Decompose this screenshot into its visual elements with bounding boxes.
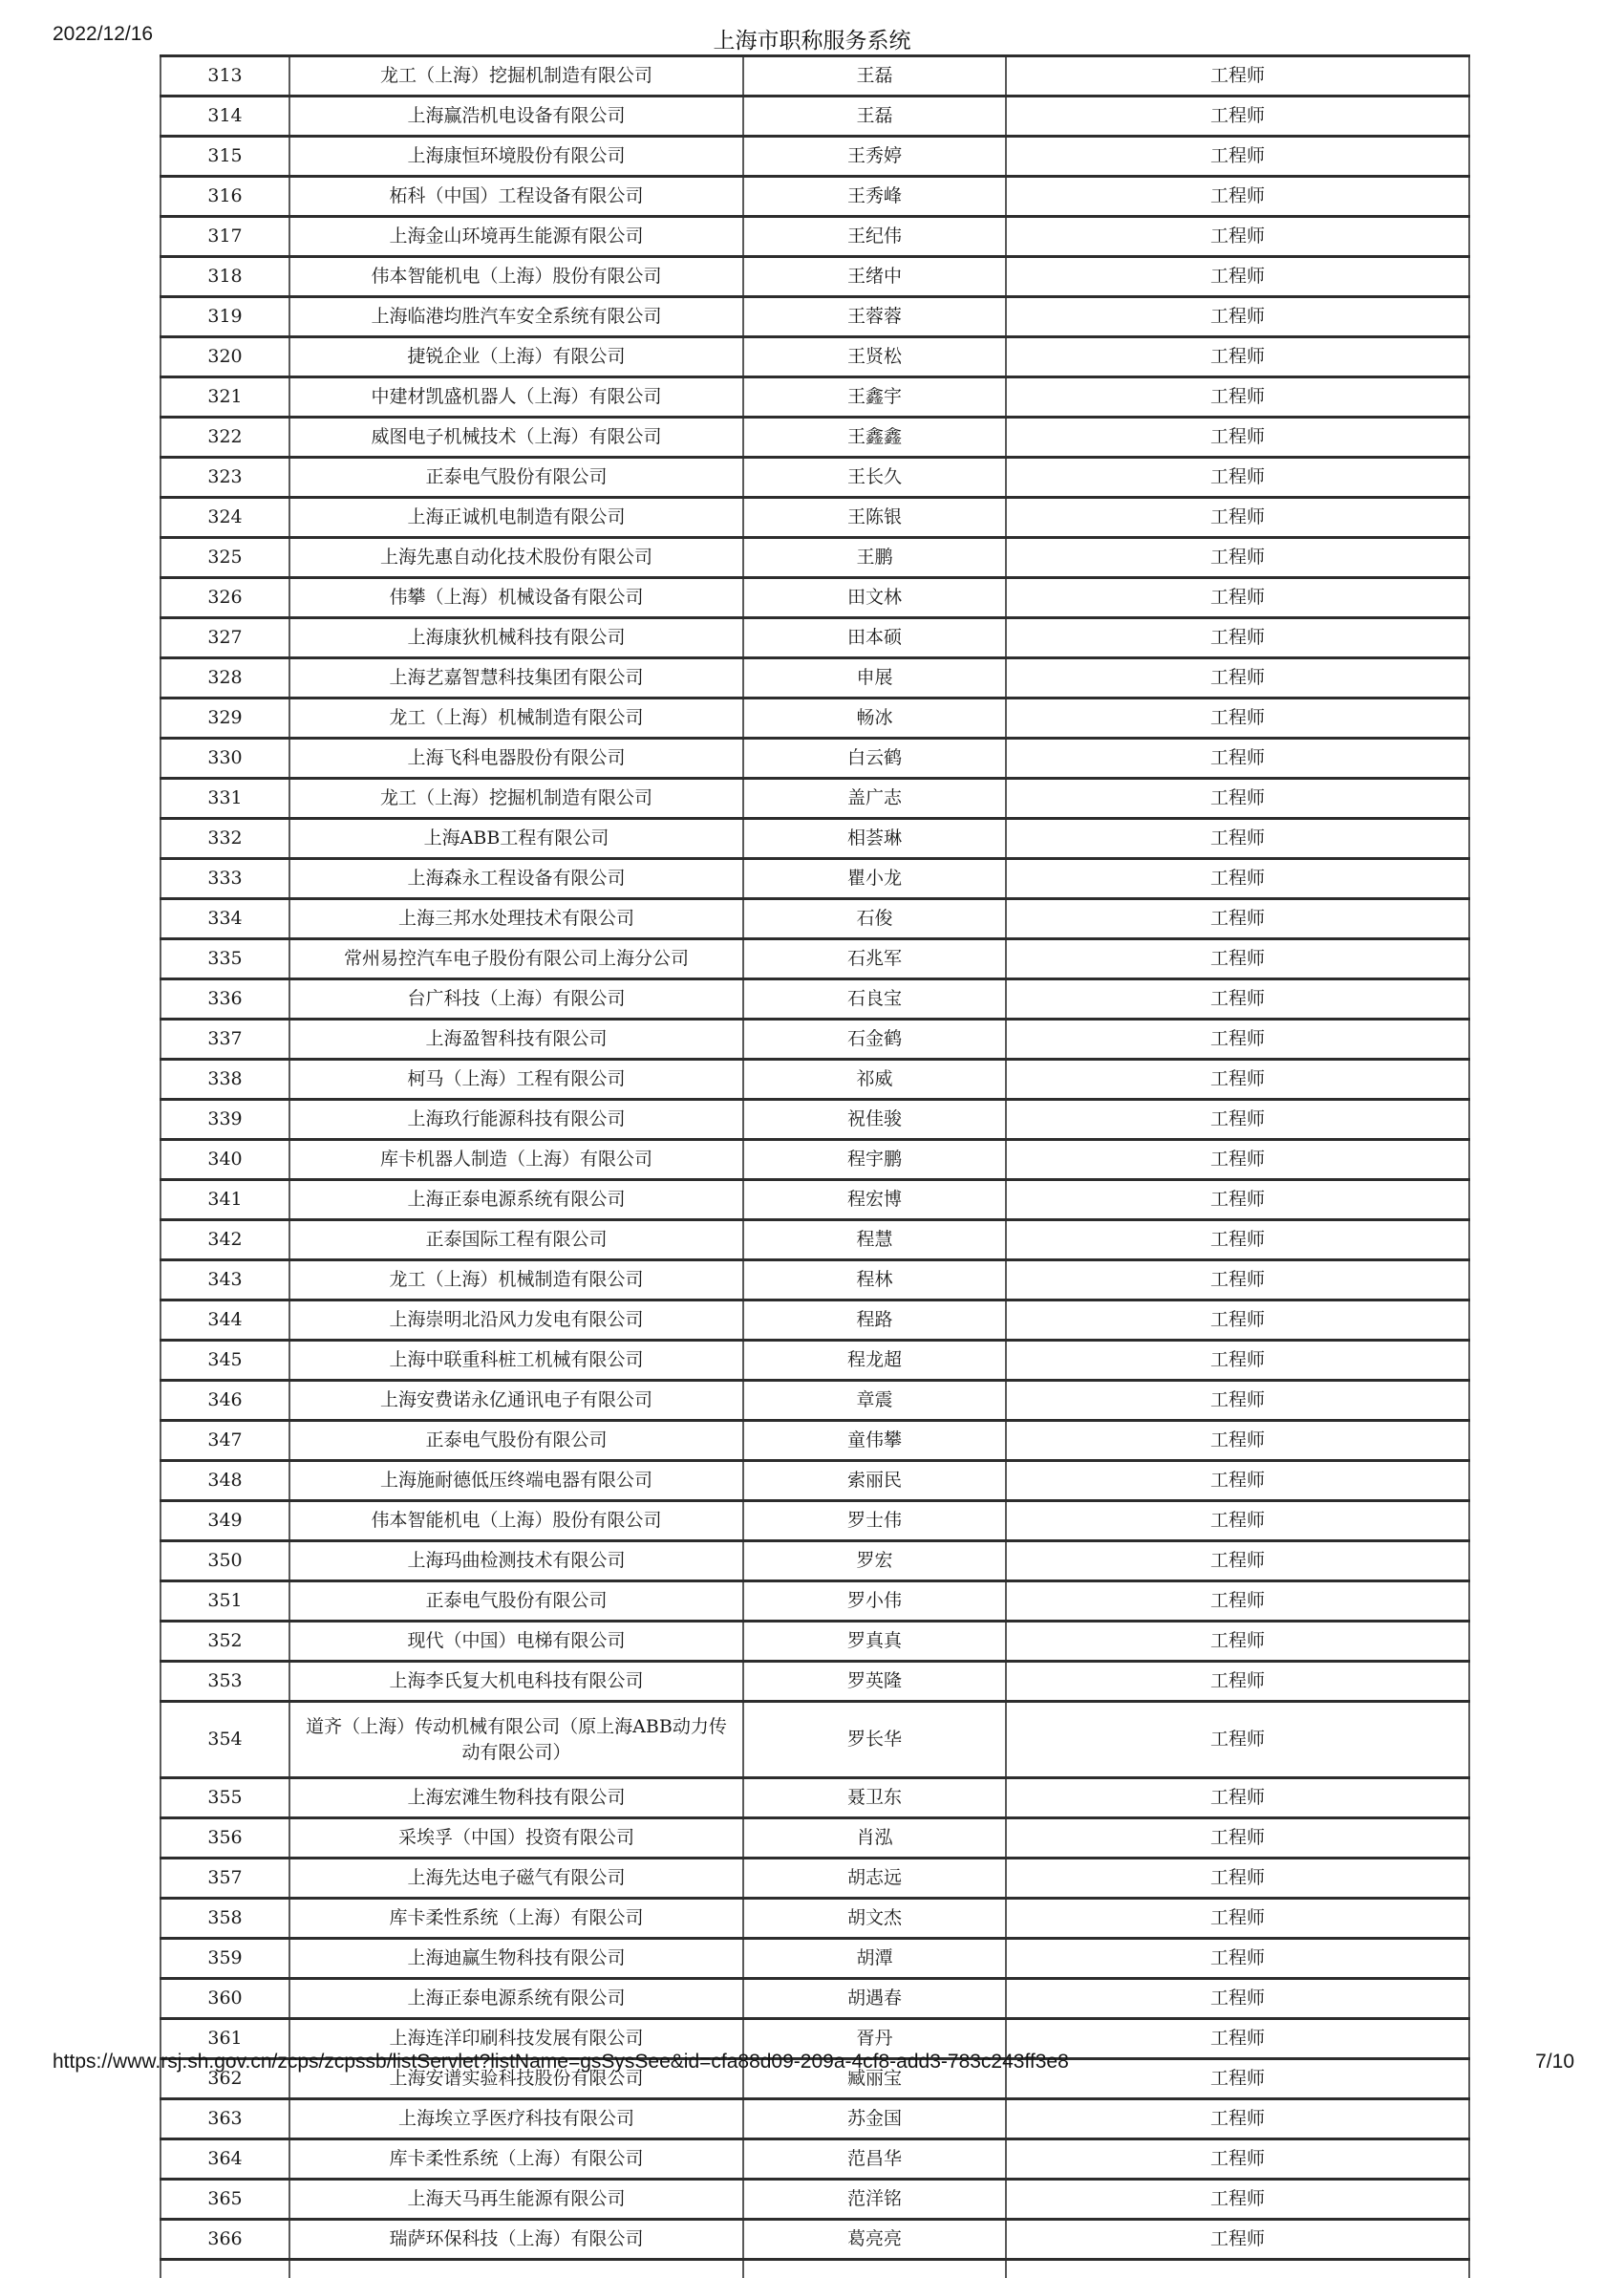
row-number-cell: 351 bbox=[160, 1581, 289, 1622]
table-row bbox=[160, 418, 1469, 458]
company-cell: 龙工（上海）挖掘机制造有限公司 bbox=[289, 779, 743, 819]
row-number-cell: 321 bbox=[160, 377, 289, 418]
table-row bbox=[160, 458, 1469, 498]
row-number-cell: 365 bbox=[160, 2180, 289, 2220]
person-name-cell: 田本硕 bbox=[743, 618, 1006, 658]
table-row bbox=[160, 1421, 1469, 1461]
row-number-cell: 332 bbox=[160, 819, 289, 859]
company-cell: 上海埃立孚医疗科技有限公司 bbox=[289, 2099, 743, 2139]
title-cell: 工程师 bbox=[1006, 1140, 1469, 1180]
title-cell: 工程师 bbox=[1006, 1381, 1469, 1421]
table-row bbox=[160, 56, 1469, 97]
row-number-cell: 329 bbox=[160, 698, 289, 739]
table-row bbox=[160, 1939, 1469, 1979]
row-number-cell: 343 bbox=[160, 1260, 289, 1300]
table-row bbox=[160, 297, 1469, 337]
person-name-cell: 瞿小龙 bbox=[743, 859, 1006, 899]
company-cell: 上海ABB工程有限公司 bbox=[289, 819, 743, 859]
title-cell: 工程师 bbox=[1006, 177, 1469, 217]
table-row bbox=[160, 1260, 1469, 1300]
row-number-cell-empty bbox=[160, 2260, 289, 2278]
row-number-cell: 336 bbox=[160, 979, 289, 1020]
person-name-cell: 相荟琳 bbox=[743, 819, 1006, 859]
title-cell: 工程师 bbox=[1006, 1421, 1469, 1461]
company-cell: 上海中联重科桩工机械有限公司 bbox=[289, 1341, 743, 1381]
person-name-cell: 苏金国 bbox=[743, 2099, 1006, 2139]
company-cell: 常州易控汽车电子股份有限公司上海分公司 bbox=[289, 939, 743, 979]
company-cell: 威图电子机械技术（上海）有限公司 bbox=[289, 418, 743, 458]
person-name-cell: 胡潭 bbox=[743, 1939, 1006, 1979]
row-number-cell: 364 bbox=[160, 2139, 289, 2180]
table-row bbox=[160, 1381, 1469, 1421]
title-cell: 工程师 bbox=[1006, 1581, 1469, 1622]
company-cell: 上海天马再生能源有限公司 bbox=[289, 2180, 743, 2220]
title-cell: 工程师 bbox=[1006, 939, 1469, 979]
title-cell: 工程师 bbox=[1006, 137, 1469, 177]
person-name-cell: 王秀婷 bbox=[743, 137, 1006, 177]
row-number-cell: 354 bbox=[160, 1702, 289, 1778]
row-number-cell: 356 bbox=[160, 1818, 289, 1859]
table-row bbox=[160, 698, 1469, 739]
title-cell: 工程师 bbox=[1006, 1979, 1469, 2019]
table-row bbox=[160, 1541, 1469, 1581]
company-cell: 上海正泰电源系统有限公司 bbox=[289, 1180, 743, 1220]
person-name-cell: 罗士伟 bbox=[743, 1501, 1006, 1541]
table-row bbox=[160, 1220, 1469, 1260]
person-name-cell: 罗小伟 bbox=[743, 1581, 1006, 1622]
table-row bbox=[160, 1180, 1469, 1220]
person-name-cell: 王长久 bbox=[743, 458, 1006, 498]
table-row bbox=[160, 819, 1469, 859]
title-cell: 工程师 bbox=[1006, 257, 1469, 297]
table-row bbox=[160, 939, 1469, 979]
title-cell: 工程师 bbox=[1006, 1778, 1469, 1818]
person-name-cell: 聂卫东 bbox=[743, 1778, 1006, 1818]
title-cell: 工程师 bbox=[1006, 217, 1469, 257]
company-cell: 上海迪赢生物科技有限公司 bbox=[289, 1939, 743, 1979]
person-name-cell: 胡文杰 bbox=[743, 1899, 1006, 1939]
roster-table bbox=[160, 54, 1470, 2278]
title-cell: 工程师 bbox=[1006, 2220, 1469, 2260]
table-row bbox=[160, 578, 1469, 618]
person-name-cell: 石兆军 bbox=[743, 939, 1006, 979]
table-row bbox=[160, 1341, 1469, 1381]
company-cell: 采埃孚（中国）投资有限公司 bbox=[289, 1818, 743, 1859]
title-cell: 工程师 bbox=[1006, 859, 1469, 899]
title-cell: 工程师 bbox=[1006, 377, 1469, 418]
person-name-cell: 童伟攀 bbox=[743, 1421, 1006, 1461]
person-name-cell: 胥丹 bbox=[743, 2019, 1006, 2059]
row-number-cell: 349 bbox=[160, 1501, 289, 1541]
title-cell: 工程师 bbox=[1006, 1060, 1469, 1100]
row-number-cell: 334 bbox=[160, 899, 289, 939]
title-cell: 工程师 bbox=[1006, 2059, 1469, 2099]
title-cell: 工程师 bbox=[1006, 1859, 1469, 1899]
title-cell: 工程师 bbox=[1006, 819, 1469, 859]
person-name-cell: 臧丽宝 bbox=[743, 2059, 1006, 2099]
title-cell: 工程师 bbox=[1006, 1622, 1469, 1662]
title-cell: 工程师 bbox=[1006, 56, 1469, 97]
company-cell: 上海康恒环境股份有限公司 bbox=[289, 137, 743, 177]
company-cell: 上海森永工程设备有限公司 bbox=[289, 859, 743, 899]
person-name-cell: 盖广志 bbox=[743, 779, 1006, 819]
company-cell: 伟本智能机电（上海）股份有限公司 bbox=[289, 1501, 743, 1541]
company-cell: 中建材凯盛机器人（上海）有限公司 bbox=[289, 377, 743, 418]
roster-table-body bbox=[160, 56, 1469, 2278]
row-number-cell: 333 bbox=[160, 859, 289, 899]
row-number-cell: 335 bbox=[160, 939, 289, 979]
title-cell: 工程师 bbox=[1006, 337, 1469, 377]
row-number-cell: 360 bbox=[160, 1979, 289, 2019]
table-row bbox=[160, 1859, 1469, 1899]
partial-clipped-row bbox=[160, 2260, 1469, 2278]
company-cell: 上海赢浩机电设备有限公司 bbox=[289, 97, 743, 137]
company-cell: 上海李氏复大机电科技有限公司 bbox=[289, 1662, 743, 1702]
company-cell: 正泰国际工程有限公司 bbox=[289, 1220, 743, 1260]
title-cell: 工程师 bbox=[1006, 698, 1469, 739]
table-row bbox=[160, 137, 1469, 177]
person-name-cell: 胡志远 bbox=[743, 1859, 1006, 1899]
person-name-cell: 王秀峰 bbox=[743, 177, 1006, 217]
company-cell: 上海先惠自动化技术股份有限公司 bbox=[289, 538, 743, 578]
table-row bbox=[160, 1100, 1469, 1140]
person-name-cell: 章震 bbox=[743, 1381, 1006, 1421]
title-cell: 工程师 bbox=[1006, 1818, 1469, 1859]
table-row bbox=[160, 1979, 1469, 2019]
header-date: 2022/12/16 bbox=[53, 23, 153, 46]
row-number-cell: 330 bbox=[160, 739, 289, 779]
table-row bbox=[160, 1662, 1469, 1702]
table-row bbox=[160, 2099, 1469, 2139]
company-cell: 上海盈智科技有限公司 bbox=[289, 1020, 743, 1060]
title-cell: 工程师 bbox=[1006, 538, 1469, 578]
title-cell: 工程师 bbox=[1006, 2180, 1469, 2220]
title-cell: 工程师 bbox=[1006, 1702, 1469, 1778]
title-cell: 工程师 bbox=[1006, 979, 1469, 1020]
row-number-cell: 324 bbox=[160, 498, 289, 538]
row-number-cell: 348 bbox=[160, 1461, 289, 1501]
company-cell: 龙工（上海）挖掘机制造有限公司 bbox=[289, 56, 743, 97]
roster-table-wrap bbox=[160, 54, 1470, 2278]
row-number-cell: 345 bbox=[160, 1341, 289, 1381]
person-name-cell: 祝佳骏 bbox=[743, 1100, 1006, 1140]
row-number-cell: 355 bbox=[160, 1778, 289, 1818]
person-name-cell: 石金鹤 bbox=[743, 1020, 1006, 1060]
row-number-cell: 357 bbox=[160, 1859, 289, 1899]
table-row bbox=[160, 177, 1469, 217]
title-cell: 工程师 bbox=[1006, 1341, 1469, 1381]
table-row bbox=[160, 1899, 1469, 1939]
row-number-cell: 322 bbox=[160, 418, 289, 458]
title-cell: 工程师 bbox=[1006, 1939, 1469, 1979]
table-row bbox=[160, 2180, 1469, 2220]
person-name-cell: 范洋铭 bbox=[743, 2180, 1006, 2220]
row-number-cell: 339 bbox=[160, 1100, 289, 1140]
title-cell: 工程师 bbox=[1006, 297, 1469, 337]
row-number-cell: 337 bbox=[160, 1020, 289, 1060]
table-row bbox=[160, 2139, 1469, 2180]
table-row bbox=[160, 979, 1469, 1020]
row-number-cell: 361 bbox=[160, 2019, 289, 2059]
row-number-cell: 342 bbox=[160, 1220, 289, 1260]
row-number-cell: 328 bbox=[160, 658, 289, 698]
company-cell: 上海三邦水处理技术有限公司 bbox=[289, 899, 743, 939]
title-cell: 工程师 bbox=[1006, 498, 1469, 538]
company-cell: 伟本智能机电（上海）股份有限公司 bbox=[289, 257, 743, 297]
title-cell: 工程师 bbox=[1006, 618, 1469, 658]
company-cell: 上海安费诺永亿通讯电子有限公司 bbox=[289, 1381, 743, 1421]
row-number-cell: 320 bbox=[160, 337, 289, 377]
row-number-cell: 362 bbox=[160, 2059, 289, 2099]
title-cell: 工程师 bbox=[1006, 97, 1469, 137]
person-name-cell: 葛亮亮 bbox=[743, 2220, 1006, 2260]
company-cell: 正泰电气股份有限公司 bbox=[289, 1581, 743, 1622]
table-row bbox=[160, 1702, 1469, 1778]
page-title: 上海市职称服务系统 bbox=[0, 23, 1624, 54]
footer-page-indicator: 7/10 bbox=[1535, 2051, 1574, 2074]
company-cell: 上海飞科电器股份有限公司 bbox=[289, 739, 743, 779]
person-name-cell: 王磊 bbox=[743, 56, 1006, 97]
title-cell: 工程师 bbox=[1006, 458, 1469, 498]
title-cell: 工程师 bbox=[1006, 779, 1469, 819]
company-cell: 上海玖行能源科技有限公司 bbox=[289, 1100, 743, 1140]
table-row bbox=[160, 257, 1469, 297]
person-name-cell: 程路 bbox=[743, 1300, 1006, 1341]
title-cell: 工程师 bbox=[1006, 1541, 1469, 1581]
table-row bbox=[160, 859, 1469, 899]
table-row bbox=[160, 337, 1469, 377]
company-cell: 上海崇明北沿风力发电有限公司 bbox=[289, 1300, 743, 1341]
company-cell: 伟攀（上海）机械设备有限公司 bbox=[289, 578, 743, 618]
person-name-cell: 白云鹤 bbox=[743, 739, 1006, 779]
title-cell: 工程师 bbox=[1006, 418, 1469, 458]
person-name-cell: 申展 bbox=[743, 658, 1006, 698]
title-cell: 工程师 bbox=[1006, 2139, 1469, 2180]
title-cell: 工程师 bbox=[1006, 2019, 1469, 2059]
company-cell: 上海施耐德低压终端电器有限公司 bbox=[289, 1461, 743, 1501]
table-row bbox=[160, 1778, 1469, 1818]
title-cell: 工程师 bbox=[1006, 1899, 1469, 1939]
row-number-cell: 314 bbox=[160, 97, 289, 137]
person-name-cell: 王磊 bbox=[743, 97, 1006, 137]
company-cell: 道齐（上海）传动机械有限公司（原上海ABB动力传动有限公司） bbox=[289, 1702, 743, 1778]
person-name-cell: 石良宝 bbox=[743, 979, 1006, 1020]
person-name-cell: 畅冰 bbox=[743, 698, 1006, 739]
title-cell: 工程师 bbox=[1006, 1220, 1469, 1260]
row-number-cell: 326 bbox=[160, 578, 289, 618]
table-row bbox=[160, 1622, 1469, 1662]
person-name-cell: 王鑫鑫 bbox=[743, 418, 1006, 458]
title-cell: 工程师 bbox=[1006, 2099, 1469, 2139]
title-cell: 工程师 bbox=[1006, 1180, 1469, 1220]
company-cell: 库卡机器人制造（上海）有限公司 bbox=[289, 1140, 743, 1180]
company-cell: 龙工（上海）机械制造有限公司 bbox=[289, 1260, 743, 1300]
row-number-cell: 319 bbox=[160, 297, 289, 337]
row-number-cell: 323 bbox=[160, 458, 289, 498]
person-name-cell: 王鹏 bbox=[743, 538, 1006, 578]
company-cell: 上海艺嘉智慧科技集团有限公司 bbox=[289, 658, 743, 698]
person-name-cell: 程宇鹏 bbox=[743, 1140, 1006, 1180]
title-cell: 工程师 bbox=[1006, 1461, 1469, 1501]
company-cell: 上海连洋印刷科技发展有限公司 bbox=[289, 2019, 743, 2059]
table-row bbox=[160, 658, 1469, 698]
company-cell: 瑞萨环保科技（上海）有限公司 bbox=[289, 2220, 743, 2260]
row-number-cell: 353 bbox=[160, 1662, 289, 1702]
row-number-cell: 331 bbox=[160, 779, 289, 819]
person-name-cell: 罗长华 bbox=[743, 1702, 1006, 1778]
table-row bbox=[160, 1501, 1469, 1541]
company-cell: 捷锐企业（上海）有限公司 bbox=[289, 337, 743, 377]
company-cell: 台广科技（上海）有限公司 bbox=[289, 979, 743, 1020]
row-number-cell: 350 bbox=[160, 1541, 289, 1581]
company-cell: 正泰电气股份有限公司 bbox=[289, 1421, 743, 1461]
person-name-cell-empty bbox=[743, 2260, 1006, 2278]
title-cell: 工程师 bbox=[1006, 739, 1469, 779]
title-cell-empty bbox=[1006, 2260, 1469, 2278]
row-number-cell: 359 bbox=[160, 1939, 289, 1979]
table-row bbox=[160, 618, 1469, 658]
person-name-cell: 王纪伟 bbox=[743, 217, 1006, 257]
company-cell: 上海金山环境再生能源有限公司 bbox=[289, 217, 743, 257]
title-cell: 工程师 bbox=[1006, 658, 1469, 698]
table-row bbox=[160, 739, 1469, 779]
person-name-cell: 范昌华 bbox=[743, 2139, 1006, 2180]
row-number-cell: 340 bbox=[160, 1140, 289, 1180]
table-row bbox=[160, 1140, 1469, 1180]
person-name-cell: 王绪中 bbox=[743, 257, 1006, 297]
company-cell: 现代（中国）电梯有限公司 bbox=[289, 1622, 743, 1662]
table-row bbox=[160, 377, 1469, 418]
title-cell: 工程师 bbox=[1006, 1501, 1469, 1541]
table-row bbox=[160, 1020, 1469, 1060]
title-cell: 工程师 bbox=[1006, 1020, 1469, 1060]
person-name-cell: 王蓉蓉 bbox=[743, 297, 1006, 337]
table-row bbox=[160, 1300, 1469, 1341]
row-number-cell: 352 bbox=[160, 1622, 289, 1662]
company-cell: 上海正泰电源系统有限公司 bbox=[289, 1979, 743, 2019]
person-name-cell: 程龙超 bbox=[743, 1341, 1006, 1381]
row-number-cell: 338 bbox=[160, 1060, 289, 1100]
person-name-cell: 索丽民 bbox=[743, 1461, 1006, 1501]
company-cell: 柯马（上海）工程有限公司 bbox=[289, 1060, 743, 1100]
person-name-cell: 程慧 bbox=[743, 1220, 1006, 1260]
company-cell: 库卡柔性系统（上海）有限公司 bbox=[289, 1899, 743, 1939]
company-cell: 上海康狄机械科技有限公司 bbox=[289, 618, 743, 658]
table-row bbox=[160, 217, 1469, 257]
company-cell: 正泰电气股份有限公司 bbox=[289, 458, 743, 498]
table-row bbox=[160, 97, 1469, 137]
title-cell: 工程师 bbox=[1006, 899, 1469, 939]
row-number-cell: 325 bbox=[160, 538, 289, 578]
company-cell: 库卡柔性系统（上海）有限公司 bbox=[289, 2139, 743, 2180]
company-cell: 柘科（中国）工程设备有限公司 bbox=[289, 177, 743, 217]
person-name-cell: 罗真真 bbox=[743, 1622, 1006, 1662]
title-cell: 工程师 bbox=[1006, 1260, 1469, 1300]
row-number-cell: 358 bbox=[160, 1899, 289, 1939]
title-cell: 工程师 bbox=[1006, 1662, 1469, 1702]
table-row bbox=[160, 1818, 1469, 1859]
person-name-cell: 王贤松 bbox=[743, 337, 1006, 377]
person-name-cell: 祁威 bbox=[743, 1060, 1006, 1100]
person-name-cell: 程宏博 bbox=[743, 1180, 1006, 1220]
row-number-cell: 327 bbox=[160, 618, 289, 658]
person-name-cell: 肖泓 bbox=[743, 1818, 1006, 1859]
table-row bbox=[160, 779, 1469, 819]
row-number-cell: 318 bbox=[160, 257, 289, 297]
row-number-cell: 366 bbox=[160, 2220, 289, 2260]
title-cell: 工程师 bbox=[1006, 1300, 1469, 1341]
table-row bbox=[160, 2220, 1469, 2260]
company-cell-empty bbox=[289, 2260, 743, 2278]
company-cell: 上海正诚机电制造有限公司 bbox=[289, 498, 743, 538]
person-name-cell: 石俊 bbox=[743, 899, 1006, 939]
person-name-cell: 胡遇春 bbox=[743, 1979, 1006, 2019]
person-name-cell: 田文林 bbox=[743, 578, 1006, 618]
table-row bbox=[160, 498, 1469, 538]
row-number-cell: 317 bbox=[160, 217, 289, 257]
row-number-cell: 347 bbox=[160, 1421, 289, 1461]
footer-url: https://www.rsj.sh.gov.cn/zcps/zcpssb/listServlet?listName=gsSysSee&id=cfa88d09-209a-4cf8-add3-783c243ff3e8 bbox=[53, 2051, 1069, 2074]
company-cell: 上海先达电子磁气有限公司 bbox=[289, 1859, 743, 1899]
row-number-cell: 344 bbox=[160, 1300, 289, 1341]
company-cell: 上海安谱实验科技股份有限公司 bbox=[289, 2059, 743, 2099]
table-row bbox=[160, 1461, 1469, 1501]
person-name-cell: 罗宏 bbox=[743, 1541, 1006, 1581]
table-row bbox=[160, 538, 1469, 578]
company-cell: 上海玛曲检测技术有限公司 bbox=[289, 1541, 743, 1581]
row-number-cell: 346 bbox=[160, 1381, 289, 1421]
person-name-cell: 王陈银 bbox=[743, 498, 1006, 538]
table-row bbox=[160, 899, 1469, 939]
row-number-cell: 313 bbox=[160, 56, 289, 97]
table-row bbox=[160, 1581, 1469, 1622]
person-name-cell: 王鑫宇 bbox=[743, 377, 1006, 418]
row-number-cell: 363 bbox=[160, 2099, 289, 2139]
title-cell: 工程师 bbox=[1006, 578, 1469, 618]
company-cell: 上海宏滩生物科技有限公司 bbox=[289, 1778, 743, 1818]
company-cell: 上海临港均胜汽车安全系统有限公司 bbox=[289, 297, 743, 337]
person-name-cell: 程林 bbox=[743, 1260, 1006, 1300]
title-cell: 工程师 bbox=[1006, 1100, 1469, 1140]
table-row bbox=[160, 1060, 1469, 1100]
row-number-cell: 316 bbox=[160, 177, 289, 217]
company-cell: 龙工（上海）机械制造有限公司 bbox=[289, 698, 743, 739]
row-number-cell: 315 bbox=[160, 137, 289, 177]
person-name-cell: 罗英隆 bbox=[743, 1662, 1006, 1702]
row-number-cell: 341 bbox=[160, 1180, 289, 1220]
